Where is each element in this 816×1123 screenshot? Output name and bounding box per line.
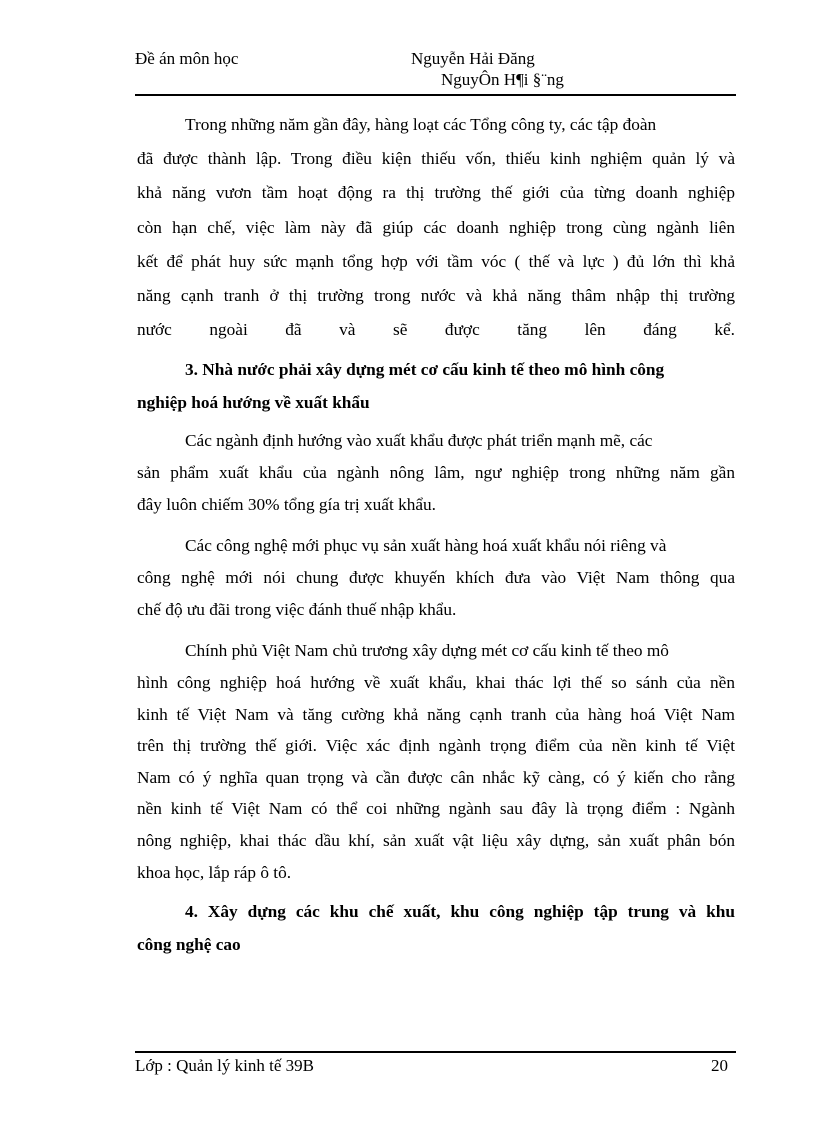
- paragraph-line: hình công nghiệp hoá hướng về xuất khẩu, khai thác lợi thế so sánh của nền: [137, 673, 735, 693]
- paragraph-line: nông nghiệp, khai thác dầu khí, sản xuất vật liệu xây dựng, sản xuất phân bón: [137, 830, 735, 850]
- paragraph-line: nền kinh tế Việt Nam có thể coi những ngành sau đây là trọng điểm : Ngành: [137, 799, 735, 819]
- paragraph: [137, 425, 735, 521]
- paragraph-line: trên thị trường thế giới. Việc xác định ngành trọng điểm của nền kinh tế Việt: [137, 736, 735, 756]
- paragraph-line: Chính phủ Việt Nam chủ trương xây dựng mét cơ cấu kinh tế theo mô: [185, 641, 669, 661]
- paragraph-line: khoa học, lắp ráp ô tô.: [137, 862, 292, 882]
- paragraph-line: đã được thành lập. Trong điều kiện thiếu vốn, thiếu kinh nghiệm quản lý và: [137, 149, 735, 169]
- paragraph-line: sản phẩm xuất khẩu của ngành nông lâm, ngư nghiệp trong những năm gần: [137, 463, 735, 483]
- heading-line: nghiệp hoá hướng về xuất khẩu: [137, 393, 370, 413]
- document-body: [137, 108, 735, 961]
- paragraph-line: nước ngoài đã và sẽ được tăng lên đáng kể.: [137, 320, 735, 340]
- footer-class-label: Lớp : Quản lý kinh tế 39B: [135, 1056, 314, 1075]
- paragraph-line: còn hạn chế, việc làm này đã giúp các doanh nghiệp trong cùng ngành liên: [137, 217, 735, 237]
- heading-line: 4. Xây dựng các khu chế xuất, khu công nghiệp tập trung và khu: [185, 902, 735, 922]
- paragraph-line: khả năng vươn tầm hoạt động ra thị trường thế giới của từng doanh nghiệp: [137, 183, 735, 203]
- page-number: 20: [711, 1056, 728, 1075]
- paragraph-line: đây luôn chiếm 30% tổng gía trị xuất khẩu.: [137, 495, 436, 515]
- section-heading-4: [137, 895, 735, 961]
- paragraph: [137, 530, 735, 626]
- heading-line: công nghệ cao: [137, 935, 241, 955]
- paragraph-line: kết để phát huy sức mạnh tổng hợp với tầm vóc ( thế và lực ) đủ lớn thì khả: [137, 251, 735, 271]
- paragraph-line: công nghệ mới nói chung được khuyến khích đưa vào Việt Nam thông qua: [137, 568, 735, 588]
- header-course-label: Đề án môn học: [135, 49, 239, 68]
- paragraph-line: kinh tế Việt Nam và tăng cường khả năng cạnh tranh của hàng hoá Việt Nam: [137, 704, 735, 724]
- section-heading-3: [137, 353, 735, 419]
- header-rule: [135, 94, 736, 96]
- paragraph-line: Các công nghệ mới phục vụ sản xuất hàng hoá xuất khẩu nói riêng và: [185, 536, 667, 556]
- footer-rule: [135, 1051, 736, 1053]
- header-author-name: Nguyễn Hải Đăng: [411, 49, 535, 68]
- paragraph-line: Các ngành định hướng vào xuất khẩu được phát triển mạnh mẽ, các: [185, 431, 653, 451]
- paragraph-line: năng cạnh tranh ở thị trường trong nước và khả năng thâm nhập thị trường: [137, 286, 735, 306]
- paragraph-line: Trong những năm gần đây, hàng loạt các Tổng công ty, các tập đoàn: [185, 115, 657, 134]
- heading-line: 3. Nhà nước phải xây dựng mét cơ cấu kinh tế theo mô hình công: [185, 360, 665, 380]
- paragraph: [137, 108, 735, 347]
- paragraph-line: Nam có ý nghĩa quan trọng và cần được cân nhắc kỹ càng, có ý kiến cho rằng: [137, 767, 735, 787]
- header-author-name-garbled: NguyÔn H¶i §¨ng: [441, 70, 564, 89]
- paragraph: [137, 635, 735, 888]
- paragraph-line: chế độ ưu đãi trong việc đánh thuế nhập khẩu.: [137, 600, 457, 620]
